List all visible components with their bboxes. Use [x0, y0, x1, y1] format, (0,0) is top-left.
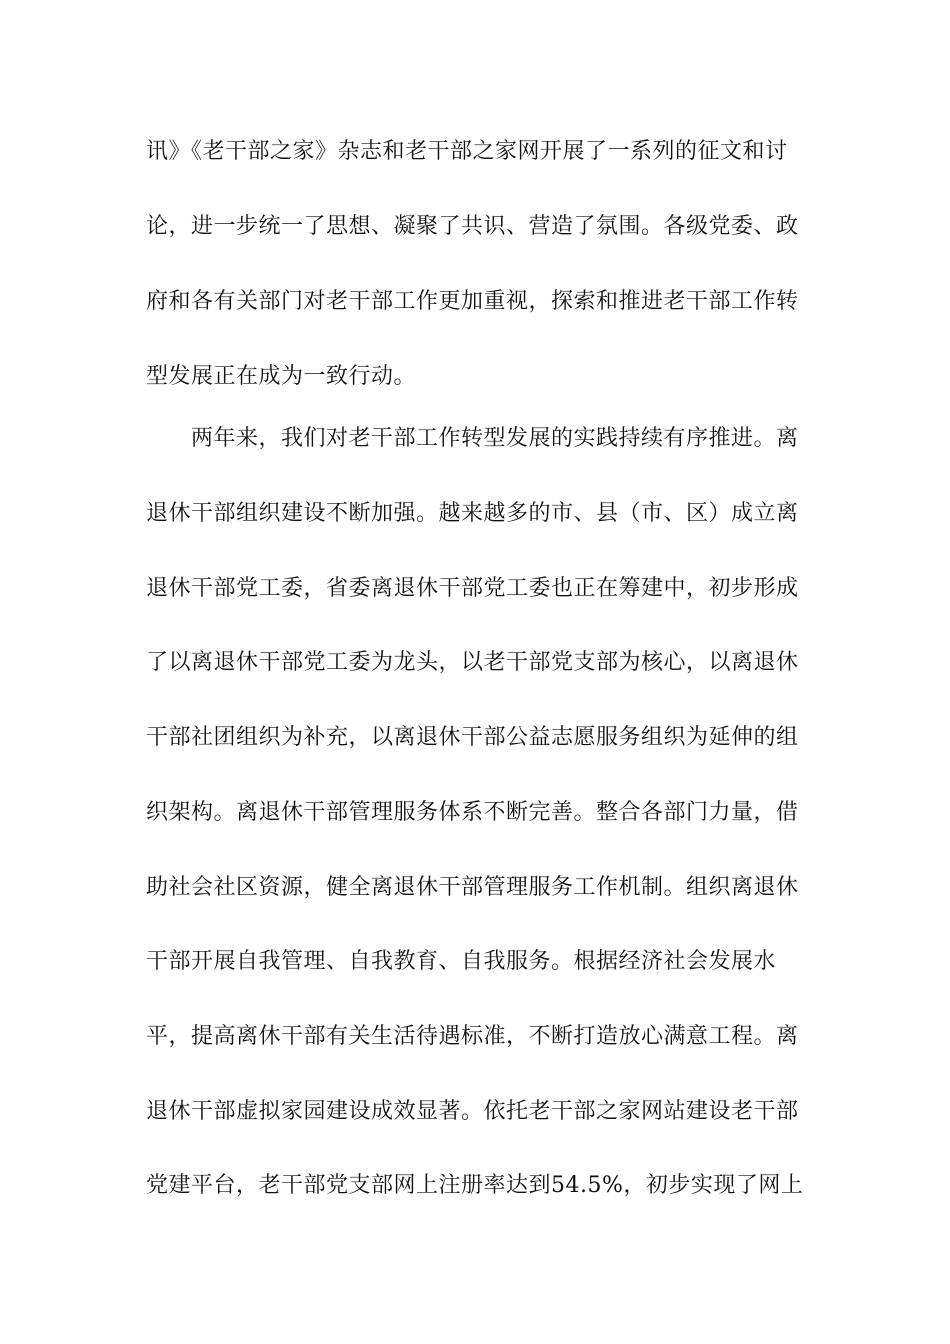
text-line: 干部开展自我管理、自我教育、自我服务。根据经济社会发展水	[146, 949, 777, 974]
text-line: 论，进一步统一了思想、凝聚了共识、营造了氛围。各级党委、政	[146, 214, 799, 239]
text-line: 退休干部党工委，省委离退休干部党工委也正在筹建中，初步形成	[146, 576, 799, 601]
text-line: 退休干部组织建设不断加强。越来越多的市、县（市、区）成立离	[146, 501, 799, 526]
text-line: 党建平台，老干部党支部网上注册率达到54.5%，初步实现了网上	[146, 1173, 804, 1198]
text-line: 退休干部虚拟家园建设成效显著。依托老干部之家网站建设老干部	[146, 1099, 799, 1124]
paragraph-first-line: 两年来，我们对老干部工作转型发展的实践持续有序推进。离	[191, 426, 799, 451]
text-line: 织架构。离退休干部管理服务体系不断完善。整合各部门力量，借	[146, 800, 799, 825]
text-line: 府和各有关部门对老干部工作更加重视，探索和推进老干部工作转	[146, 289, 799, 314]
text-line: 讯》《老干部之家》杂志和老干部之家网开展了一系列的征文和讨	[146, 139, 788, 164]
text-line: 了以离退休干部党工委为龙头，以老干部党支部为核心，以离退休	[146, 650, 799, 675]
text-line: 干部社团组织为补充，以离退休干部公益志愿服务组织为延伸的组	[146, 725, 799, 750]
text-line: 助社会社区资源，健全离退休干部管理服务工作机制。组织离退休	[146, 875, 799, 900]
text-line: 平，提高离休干部有关生活待遇标准，不断打造放心满意工程。离	[146, 1024, 799, 1049]
text-line: 型发展正在成为一致行动。	[146, 364, 417, 389]
